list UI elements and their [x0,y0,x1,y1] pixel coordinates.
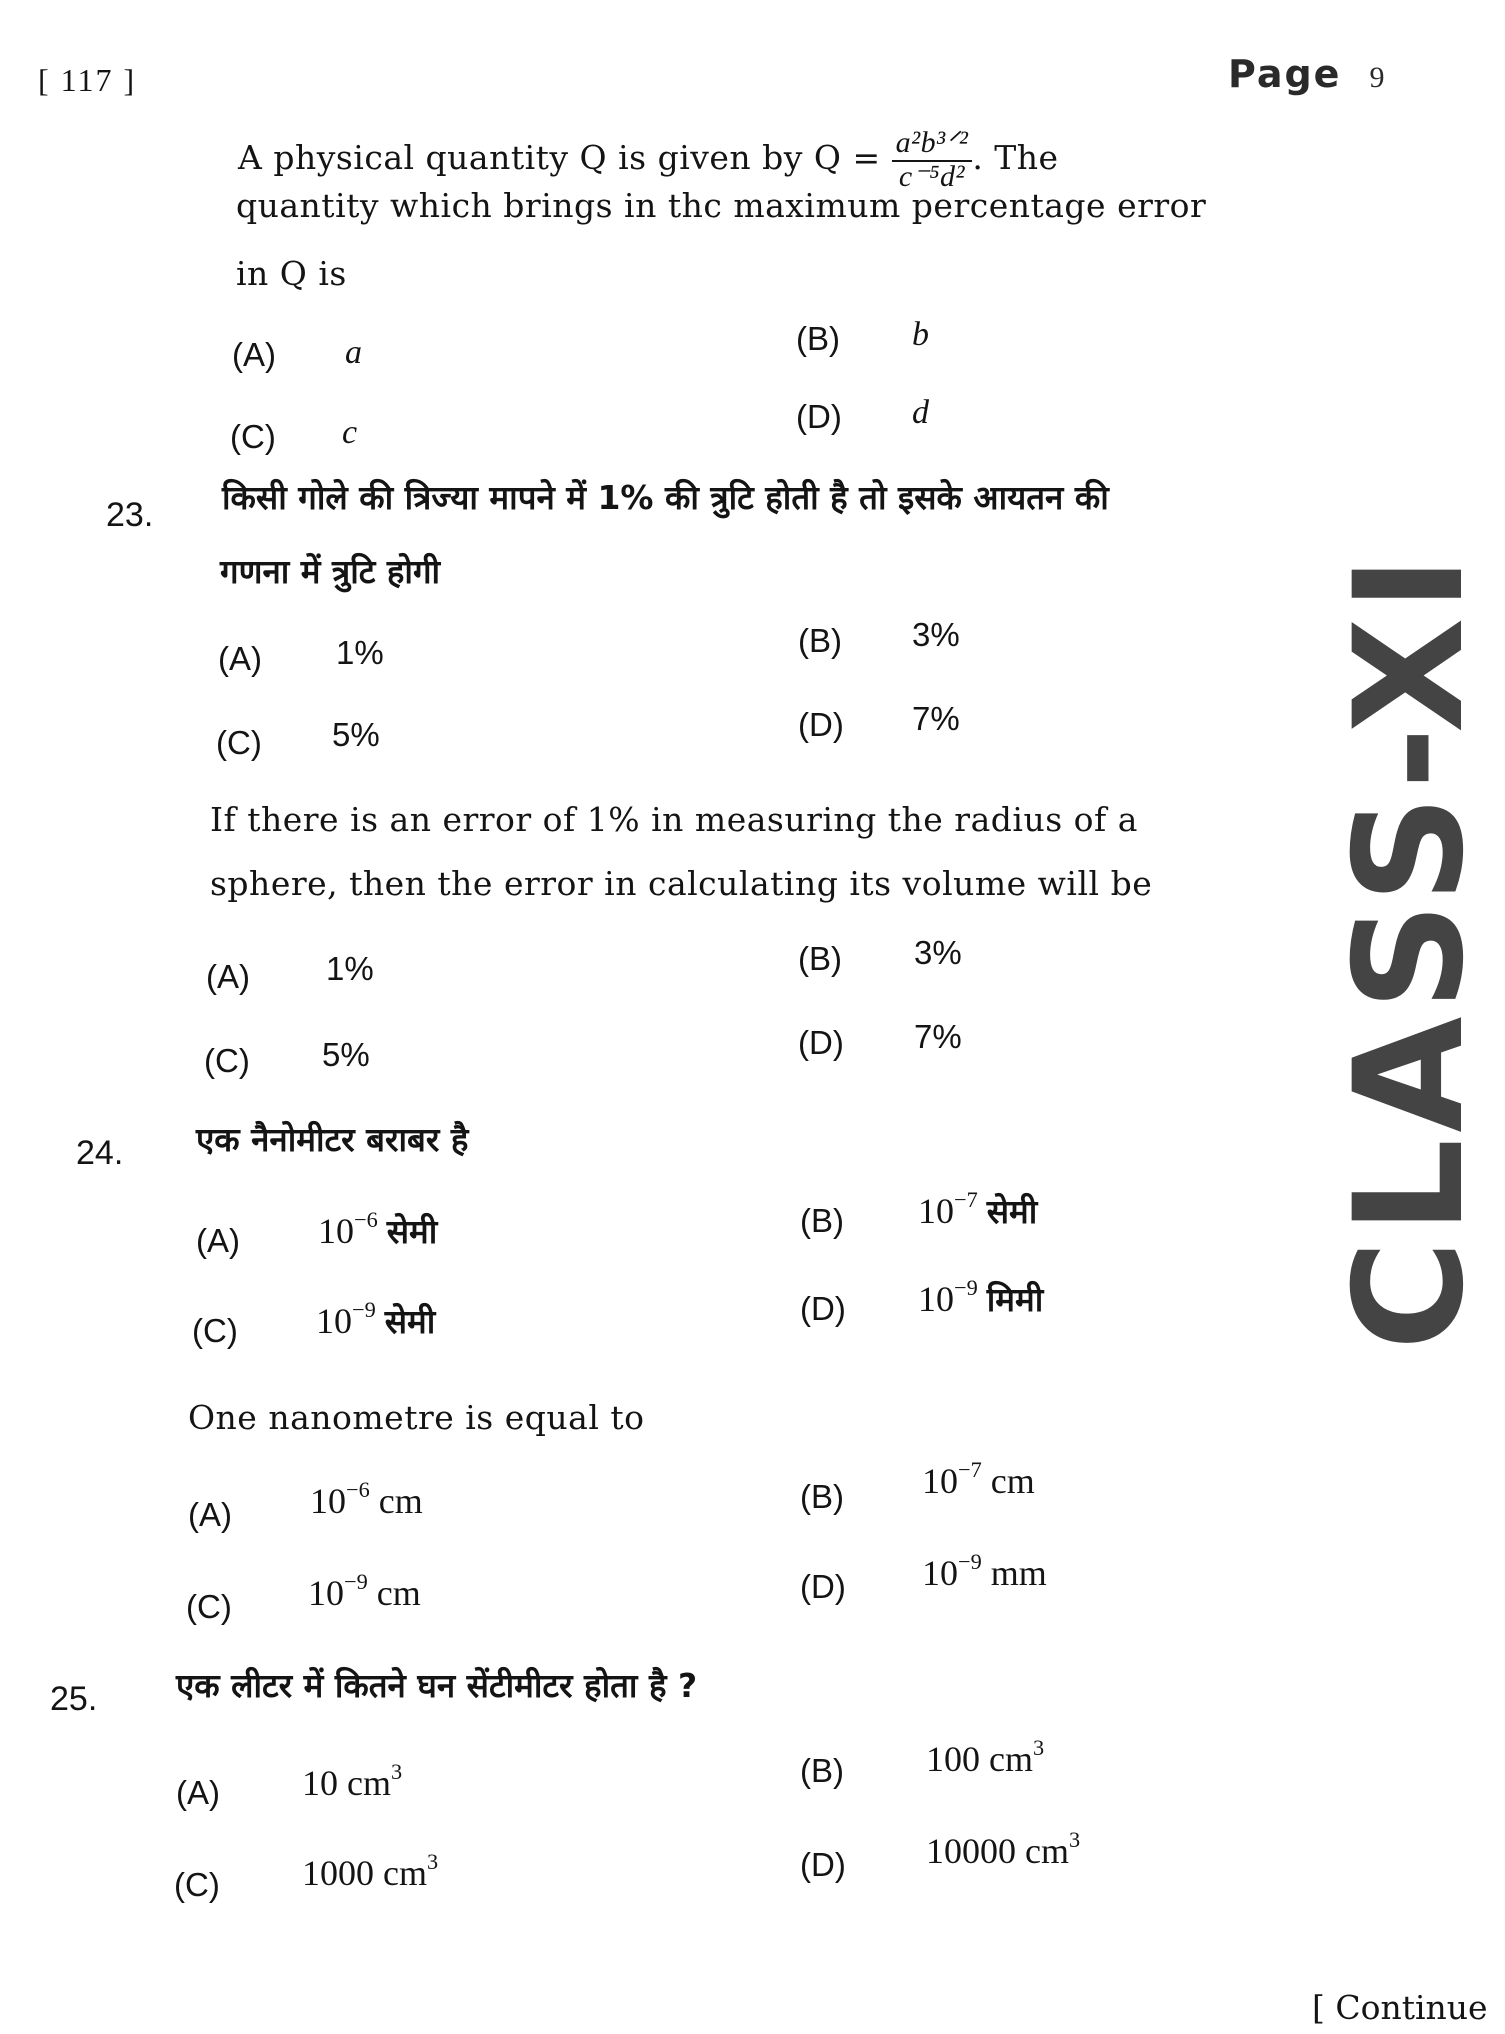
option-label: (B) [800,1202,844,1239]
option-value[interactable]: 3% [914,934,962,971]
option-value[interactable]: c [342,414,358,451]
question-22-text-line2: quantity which brings in thc maximum percentage error [236,186,1207,225]
option-value[interactable]: 100 $cm^3$ [926,1734,1045,1779]
option-label: (B) [798,940,842,977]
option-label: (D) [798,1024,844,1061]
option-label: (D) [798,706,844,743]
option-value[interactable]: $10^{-7}$ सेमी [918,1186,1038,1231]
option-value[interactable]: 1% [326,950,374,987]
option-value[interactable]: $10^{-9}$ सेमी [316,1296,436,1341]
option-value[interactable]: $10^{-7}$ cm [922,1456,1035,1501]
option-label: (A) [218,640,262,677]
question-23-hindi-line1: किसी गोले की त्रिज्या मापने में 1% की त्रुटि होती है तो इसके आयतन की [222,478,1109,517]
option-value[interactable]: 3% [912,616,960,653]
option-label: (B) [800,1752,844,1789]
option-label: (D) [796,398,842,435]
continue-note: [ Continue [1312,1988,1488,2027]
question-number: 23. [106,496,154,534]
page-code: [ 117 ] [38,62,137,98]
option-label: (A) [176,1774,220,1811]
question-number: 25. [50,1680,98,1718]
option-value[interactable]: $10^{-6}$ cm [310,1476,423,1521]
option-value[interactable]: 7% [912,700,960,737]
option-label: (D) [800,1568,846,1605]
option-value[interactable]: b [912,316,929,353]
option-label: (C) [174,1866,220,1903]
formula-numerator: a²b³ᐟ² [892,128,973,162]
question-23-english-line2: sphere, then the error in calculating its volume will be [210,864,1153,903]
question-25-hindi: एक लीटर में कितने घन सेंटीमीटर होता है ? [176,1666,698,1705]
option-value[interactable]: $10^{-6}$ सेमी [318,1206,438,1251]
option-label: (C) [186,1588,232,1625]
question-23-english-line1: If there is an error of 1% in measuring the radius of a [210,800,1138,839]
option-label: (C) [230,418,276,455]
option-label: (D) [800,1290,846,1327]
option-label: (A) [206,958,250,995]
option-value[interactable]: 10000 $cm^3$ [926,1826,1081,1871]
option-value[interactable]: $10^{-9}$ cm [308,1568,421,1613]
option-label: (B) [796,320,840,357]
option-value[interactable]: 1000 $cm^3$ [302,1848,439,1893]
option-value[interactable]: 1% [336,634,384,671]
question-text-suffix: . The [972,138,1059,177]
option-label: (B) [800,1478,844,1515]
formula-fraction [892,128,973,192]
option-label: (A) [232,336,276,373]
question-22-text-line3: in Q is [236,254,347,293]
option-label: (B) [798,622,842,659]
option-label: (A) [188,1496,232,1533]
option-value[interactable]: $10^{-9}$ mm [922,1548,1047,1593]
question-number: 24. [76,1134,124,1172]
question-text: A physical quantity Q is given by Q = [238,138,881,177]
option-value[interactable]: $10^{-9}$ मिमी [918,1274,1044,1319]
page-indicator [1228,52,1386,96]
option-value[interactable]: 7% [914,1018,962,1055]
option-value[interactable]: 5% [332,716,380,753]
option-value[interactable]: d [912,394,929,431]
option-label: (D) [800,1846,846,1883]
page-number: 9 [1369,61,1387,94]
option-value[interactable]: 10 $cm^3$ [302,1758,403,1803]
question-24-english: One nanometre is equal to [188,1398,645,1437]
option-label: (C) [192,1312,238,1349]
formula-denominator: c⁻⁵d² [898,160,965,193]
question-23-hindi-line2: गणना में त्रुटि होगी [220,552,441,591]
option-label: (C) [216,724,262,761]
option-value[interactable]: a [345,334,362,371]
question-24-hindi: एक नैनोमीटर बराबर है [196,1120,469,1159]
class-banner-text: CLASS-XI [1323,549,1497,1351]
class-banner [1323,420,1497,1480]
option-label: (A) [196,1222,240,1259]
question-22-text-line1 [238,128,1059,192]
option-label: (C) [204,1042,250,1079]
page-label: Page [1228,52,1342,96]
option-value[interactable]: 5% [322,1036,370,1073]
